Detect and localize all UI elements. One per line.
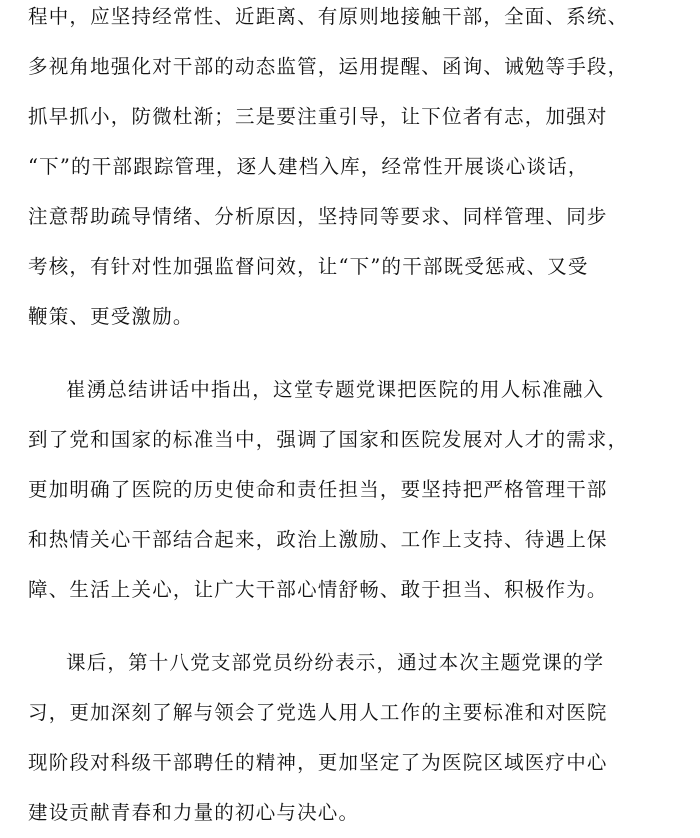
paragraph-1 bbox=[28, 0, 678, 342]
text-line: 课后，第十八党支部党员纷纷表示，通过本次主题党课的学 bbox=[66, 651, 605, 674]
text-line: 建设贡献青春和力量的初心与决心。 bbox=[28, 801, 360, 824]
paragraph-2 bbox=[28, 365, 678, 615]
text-line: “下”的干部跟踪管理，逐人建档入库，经常性开展谈心谈话， bbox=[28, 155, 589, 178]
text-line: 和热情关心干部结合起来，政治上激励、工作上支持、待遇上保 bbox=[28, 528, 608, 551]
text-line: 多视角地强化对干部的动态监管，运用提醒、函询、诫勉等手段， bbox=[28, 55, 629, 78]
text-line: 鞭策、更受激励。 bbox=[28, 305, 194, 328]
text-line: 程中，应坚持经常性、近距离、有原则地接触干部，全面、系统、 bbox=[28, 5, 629, 28]
text-line: 崔湧总结讲话中指出，这堂专题党课把医院的用人标准融入 bbox=[66, 378, 605, 401]
text-line: 现阶段对科级干部聘任的精神，更加坚定了为医院区域医疗中心 bbox=[28, 751, 608, 774]
text-line: 抓早抓小，防微杜渐；三是要注重引导，让下位者有志，加强对 bbox=[28, 105, 608, 128]
text-line: 到了党和国家的标准当中，强调了国家和医院发展对人才的需求， bbox=[28, 428, 629, 451]
text-line: 习，更加深刻了解与领会了党选人用人工作的主要标准和对医院 bbox=[28, 701, 608, 724]
text-line: 更加明确了医院的历史使命和责任担当，要坚持把严格管理干部 bbox=[28, 478, 608, 501]
text-line: 障、生活上关心，让广大干部心情舒畅、敢于担当、积极作为。 bbox=[28, 578, 608, 601]
text-line: 考核，有针对性加强监督问效，让“下”的干部既受惩戒、又受 bbox=[28, 255, 589, 278]
text-line: 注意帮助疏导情绪、分析原因，坚持同等要求、同样管理、同步 bbox=[28, 205, 608, 228]
paragraph-3 bbox=[28, 638, 678, 838]
